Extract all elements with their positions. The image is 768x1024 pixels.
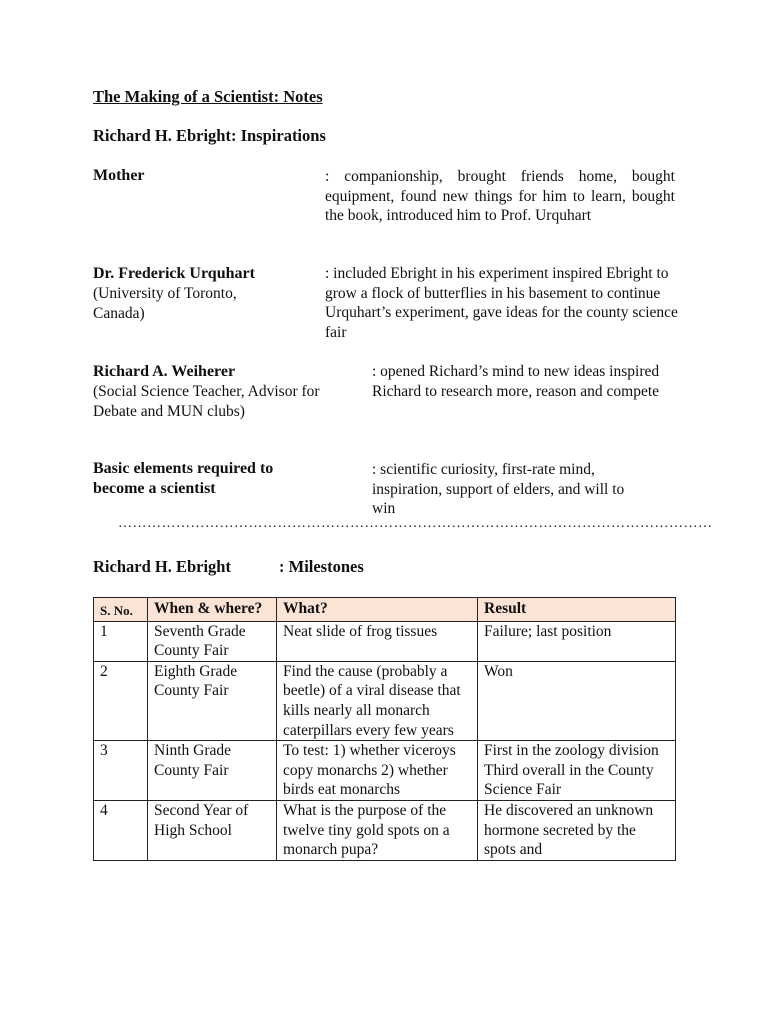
inspiration-text: : opened Richard’s mind to new ideas inspired Richard to research more, reason and compete	[372, 363, 660, 400]
cell-what: Find the cause (probably a beetle) of a viral disease that kills nearly all monarch caterpillars every few years	[277, 661, 478, 740]
table-row	[94, 621, 676, 661]
milestones-heading: : Milestones	[279, 557, 364, 576]
table-row	[94, 741, 676, 801]
cell-result: First in the zoology division Third overall in the County Science Fair	[478, 741, 676, 801]
section-heading-inspirations: Richard H. Ebright: Inspirations	[93, 126, 326, 145]
table-row	[94, 661, 676, 740]
cell-what: Neat slide of frog tissues	[277, 621, 478, 661]
cell-result: Failure; last position	[478, 621, 676, 661]
cell-when: Second Year of High School	[148, 800, 277, 860]
cell-when: Ninth Grade County Fair	[148, 741, 277, 801]
cell-sno: 3	[94, 741, 148, 801]
cell-when: Seventh Grade County Fair	[148, 621, 277, 661]
cell-what: To test: 1) whether viceroys copy monarchs 2) whether birds eat monarchs	[277, 741, 478, 801]
inspiration-name: Richard A. Weiherer	[93, 363, 236, 380]
page-title: The Making of a Scientist: Notes	[93, 87, 323, 106]
cell-sno: 1	[94, 621, 148, 661]
cell-result: Won	[478, 661, 676, 740]
dotted-separator: ……………………………………………………………………………………………………………	[118, 516, 713, 531]
inspiration-text: : scientific curiosity, first-rate mind, inspiration, support of elders, and will to win	[372, 461, 625, 517]
cell-what: What is the purpose of the twelve tiny gold spots on a monarch pupa?	[277, 800, 478, 860]
inspiration-name: Mother	[93, 167, 145, 184]
cell-sno: 4	[94, 800, 148, 860]
inspiration-text: : companionship, brought friends home, bought equipment, found new things for him to learn, bought the book, introduced him to Prof. Urquhart	[325, 168, 675, 224]
cell-when: Eighth Grade County Fair	[148, 661, 277, 740]
column-header-sno: S. No.	[94, 598, 148, 622]
inspiration-details: (Social Science Teacher, Advisor for Debate and MUN clubs)	[93, 383, 320, 420]
cell-result: He discovered an unknown hormone secreted by the spots and	[478, 800, 676, 860]
cell-sno: 2	[94, 661, 148, 740]
milestones-table	[93, 597, 676, 861]
column-header-what: What?	[277, 598, 478, 622]
column-header-result: Result	[478, 598, 676, 622]
milestones-name: Richard H. Ebright	[93, 557, 231, 576]
inspiration-name: Dr. Frederick Urquhart	[93, 265, 255, 282]
column-header-when: When & where?	[148, 598, 277, 622]
inspiration-details: (University of Toronto, Canada)	[93, 285, 237, 322]
inspiration-name: Basic elements required to become a scientist	[93, 460, 274, 497]
table-header-row	[94, 598, 676, 622]
inspiration-text: : included Ebright in his experiment inspired Ebright to grow a flock of butterflies in his basement to continue Urquhart’s experiment, gave ideas for the county science fair	[325, 265, 678, 341]
table-row	[94, 800, 676, 860]
